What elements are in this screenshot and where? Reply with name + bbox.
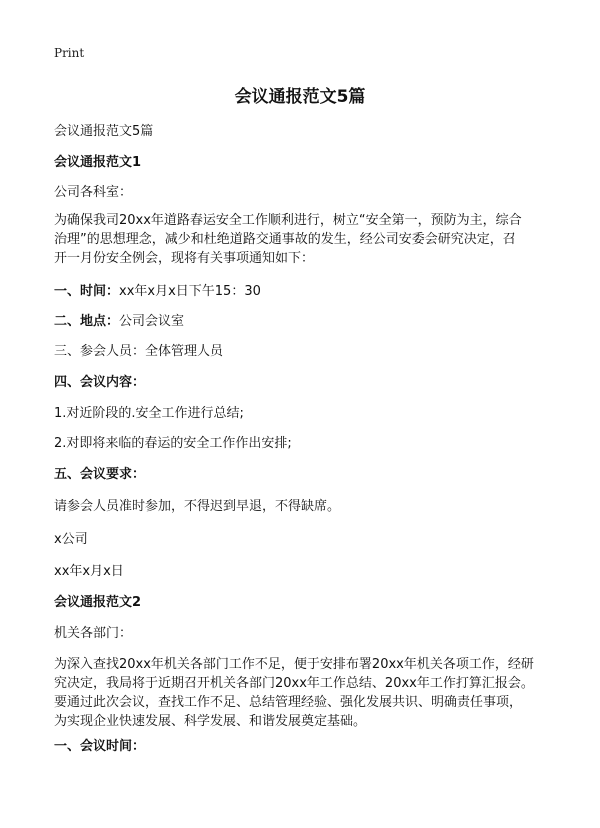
section2-heading: 会议通报范文2: [54, 595, 142, 610]
meeting-requirements-text: 请参会人员准时参加，不得迟到早退，不得缺席。: [54, 499, 341, 514]
section1-heading: 会议通报范文1: [54, 155, 142, 170]
meeting-content-item: 1.对近阶段的.安全工作进行总结;: [54, 406, 244, 421]
section2-intro-line: 要通过此次会议，查找工作不足、总结管理经验、强化发展共识、明确责任事项，: [54, 695, 523, 710]
meeting-attendees: 三、参会人员：全体管理人员: [54, 344, 224, 359]
section2-recipient: 机关各部门：: [54, 626, 133, 641]
meeting-time-label: 一、时间：: [54, 284, 120, 299]
meeting-place-label: 二、地点：: [54, 314, 120, 329]
section1-intro-line: 治理”的思想理念，减少和杜绝道路交通事故的发生，经公司安委会研究决定，召: [54, 232, 516, 247]
section2-intro-line: 为实现企业快速发展、科学发展、和谐发展奠定基础。: [54, 714, 367, 729]
section1-intro: [54, 211, 550, 268]
section1-intro-line: 为确保我司20xx年道路春运安全工作顺利进行，树立“安全第一，预防为主，综合: [54, 213, 522, 228]
print-label: Print: [54, 46, 85, 60]
meeting-time-value: xx年x月x日下午15：30: [119, 284, 261, 299]
meeting-content-heading: 四、会议内容：: [54, 375, 146, 390]
meeting-requirements-heading: 五、会议要求：: [54, 467, 146, 482]
section2-intro-line: 究决定，我局将于近期召开机关各部门20xx年工作总结、20xx年工作打算汇报会。: [54, 676, 534, 691]
signature-date: xx年x月x日: [54, 564, 124, 579]
meeting-place: [54, 312, 550, 331]
document-title: 会议通报范文5篇: [234, 87, 366, 107]
section2-intro: [54, 655, 550, 731]
section1-intro-line: 开一月份安全例会，现将有关事项通知如下：: [54, 251, 315, 266]
section2-intro-line: 为深入查找20xx年机关各部门工作不足，便于安排布署20xx年机关各项工作，经研: [54, 657, 534, 672]
meeting-place-value: 公司会议室: [119, 314, 185, 329]
meeting-time: [54, 282, 550, 301]
signer: x公司: [54, 532, 88, 547]
document-subtitle: 会议通报范文5篇: [54, 124, 154, 139]
meeting-content-item: 2.对即将来临的春运的安全工作作出安排;: [54, 436, 292, 451]
section1-recipient: 公司各科室：: [54, 185, 133, 200]
section2-time-heading: 一、会议时间：: [54, 739, 146, 754]
